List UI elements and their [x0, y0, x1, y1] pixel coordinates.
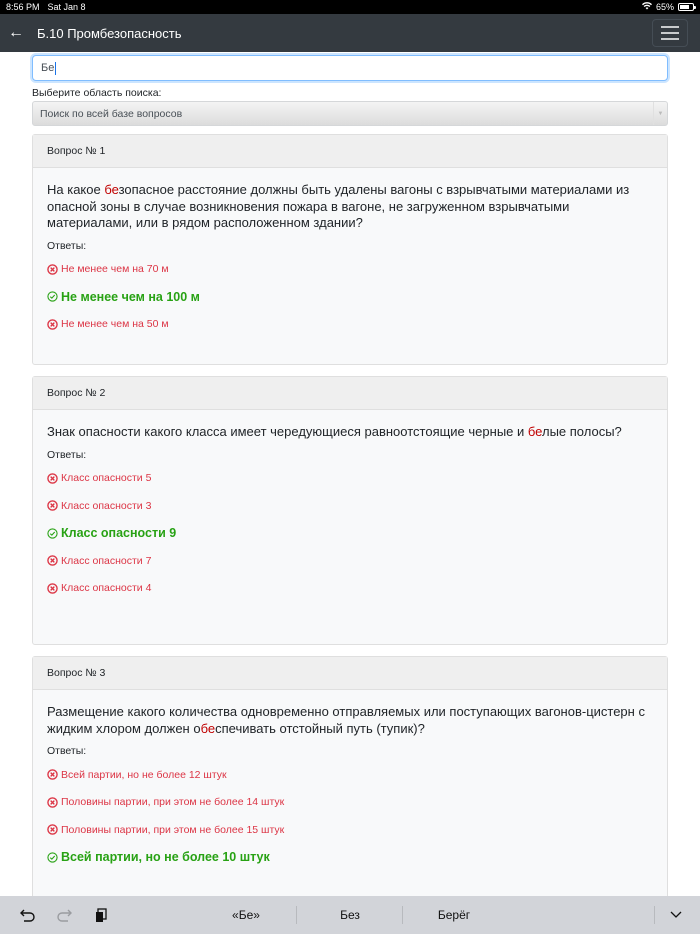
question-text: Знак опасности какого класса имеет чередующиеся равноотстоящие черные и белые полосы?	[47, 424, 622, 439]
answer-wrong: Половины партии, при этом не более 14 штук	[47, 789, 653, 817]
x-circle-icon	[47, 769, 58, 780]
search-highlight: бе	[527, 424, 542, 439]
answer-wrong: Всей партии, но не более 12 штук	[47, 761, 653, 789]
paste-button[interactable]	[89, 896, 113, 934]
dropdown-arrow-icon: ▼	[653, 102, 667, 125]
search-input-value: Бе	[41, 62, 55, 74]
question-header: Вопрос № 2	[33, 377, 667, 410]
text-caret	[55, 62, 56, 75]
battery-percent: 65%	[655, 2, 674, 12]
question-card	[32, 134, 668, 365]
suggestion-3[interactable]: Берёг	[437, 908, 471, 922]
x-circle-icon	[47, 264, 58, 275]
answer-wrong: Класс опасности 5	[47, 465, 653, 493]
clipboard-icon	[95, 908, 107, 923]
x-circle-icon	[47, 797, 58, 808]
search-input[interactable]	[32, 55, 668, 81]
search-scope-value: Поиск по всей базе вопросов	[40, 107, 183, 120]
hamburger-icon-bar	[661, 26, 679, 28]
hamburger-icon-bar	[661, 32, 679, 34]
search-scope-label: Выберите область поиска:	[32, 87, 162, 99]
answers-label: Ответы:	[47, 448, 87, 461]
undo-icon	[20, 908, 36, 922]
check-circle-icon	[47, 291, 58, 302]
check-circle-icon	[47, 528, 58, 539]
status-time: 8:56 PM	[6, 2, 40, 12]
question-header: Вопрос № 3	[33, 657, 667, 690]
answer-wrong: Класс опасности 3	[47, 492, 653, 520]
answer-correct: Класс опасности 9	[47, 520, 653, 548]
divider	[296, 906, 297, 924]
question-card	[32, 656, 668, 896]
menu-toggle-button[interactable]	[652, 19, 688, 47]
x-circle-icon	[47, 583, 58, 594]
answer-correct: Всей партии, но не более 10 штук	[47, 844, 653, 872]
navbar	[0, 14, 700, 52]
question-header: Вопрос № 1	[33, 135, 667, 168]
answer-wrong: Не менее чем на 70 м	[47, 256, 653, 284]
search-scope-select[interactable]	[32, 101, 668, 126]
question-card	[32, 376, 668, 645]
battery-icon	[678, 3, 694, 11]
question-text: Размещение какого количества одновременно отправляемых или поступающих вагонов-цистерн с жидким хлором должен обеспечивать отстойный путь (тупик)?	[47, 704, 645, 736]
search-highlight: бе	[200, 720, 216, 736]
chevron-down-icon	[670, 911, 682, 919]
answers-label: Ответы:	[47, 745, 87, 757]
x-circle-icon	[47, 473, 58, 484]
page-title: Б.10 Промбезопасность	[37, 25, 182, 41]
wifi-icon	[642, 2, 652, 12]
hide-keyboard-button[interactable]	[662, 896, 690, 934]
status-bar	[0, 0, 700, 14]
answer-wrong: Класс опасности 4	[47, 575, 653, 603]
main-content	[0, 52, 700, 896]
answers-label: Ответы:	[47, 239, 87, 252]
search-highlight: бе	[104, 182, 119, 197]
answer-wrong: Половины партии, при этом не более 15 штук	[47, 816, 653, 844]
question-text: На какое безопасное расстояние должны быть удалены вагоны с взрывчатыми материалами из опасной зоны в случае возникновения пожара в вагоне, не загруженном взрывчатыми материалами, или в рядом расположенном здании?	[47, 182, 630, 230]
check-circle-icon	[47, 852, 58, 863]
divider	[654, 906, 655, 924]
x-circle-icon	[47, 319, 58, 330]
answer-wrong: Класс опасности 7	[47, 547, 653, 575]
answer-correct: Не менее чем на 100 м	[47, 283, 653, 311]
answer-wrong: Не менее чем на 50 м	[47, 311, 653, 339]
status-date: Sat Jan 8	[47, 2, 86, 12]
x-circle-icon	[47, 500, 58, 511]
redo-icon	[56, 908, 72, 922]
undo-button[interactable]	[16, 896, 40, 934]
x-circle-icon	[47, 824, 58, 835]
divider	[402, 906, 403, 924]
suggestion-1[interactable]: «Бе»	[232, 908, 260, 922]
back-arrow-icon[interactable]: ←	[8, 24, 24, 41]
redo-button[interactable]	[52, 896, 76, 934]
hamburger-icon-bar	[661, 38, 679, 40]
suggestion-2[interactable]: Без	[340, 908, 360, 922]
x-circle-icon	[47, 555, 58, 566]
keyboard-shortcut-bar	[0, 896, 700, 934]
